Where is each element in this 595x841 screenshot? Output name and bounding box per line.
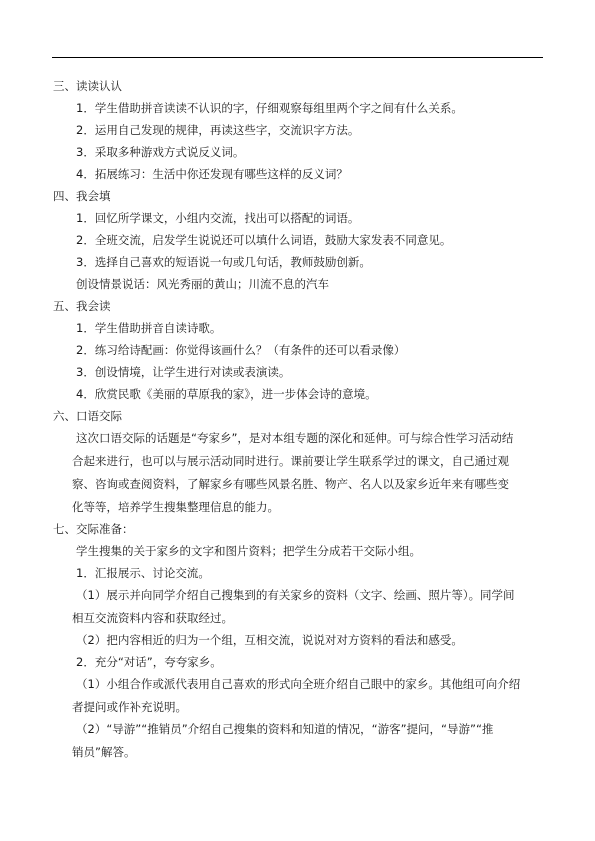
list-item: （2）“导游”“推销员”介绍自己搜集的资料和知道的情况，“游客”提问，“导游”“推 [76,722,494,736]
list-item: （2）把内容相近的归为一个组，互相交流，说说对对方资料的看法和感受。 [76,633,463,647]
list-item: 1．学生借助拼音自读诗歌。 [76,321,222,335]
section-heading: 四、我会填 [53,189,111,203]
list-item: 2．运用自己发现的规律，再读这些字，交流识字方法。 [76,123,360,137]
paragraph-line: 化等等，培养学生搜集整理信息的能力。 [72,500,279,514]
paragraph-line: 创设情景说话：风光秀丽的黄山；川流不息的汽车 [76,277,329,291]
paragraph-line: 相互交流资料内容和获取经过。 [72,611,233,625]
paragraph-line: 销员”解答。 [72,745,136,759]
paragraph-line: 者提问或作补充说明。 [72,700,187,714]
header-rule [52,57,543,58]
paragraph-line: 学生搜集的关于家乡的文字和图片资料；把学生分成若干交际小组。 [76,544,421,558]
list-item: （1）展示并向同学介绍自己搜集到的有关家乡的资料（文字、绘画、照片等）。同学间 [76,588,515,602]
section-heading: 六、口语交际 [53,409,122,423]
list-item: 4．拓展练习：生活中你还发现有哪些这样的反义词？ [76,167,348,181]
section-heading: 七、交际准备： [53,522,134,536]
list-item: 2．全班交流，启发学生说说还可以填什么词语，鼓励大家发表不同意见。 [76,233,452,247]
list-item: 3．创设情境，让学生进行对读或表演读。 [76,365,291,379]
list-item: 2．练习给诗配画：你觉得该画什么？（有条件的还可以看录像） [76,343,406,357]
list-item: 3．选择自己喜欢的短语说一句或几句话，教师鼓励创新。 [76,255,371,269]
list-item: 1．回忆所学课文，小组内交流，找出可以搭配的词语。 [76,211,360,225]
list-item: 4．欣赏民歌《美丽的草原我的家》，进一步体会诗的意境。 [76,387,377,401]
paragraph-line: 察、咨询或查阅资料，了解家乡有哪些风景名胜、物产、名人以及家乡近年来有哪些变 [72,477,509,491]
section-heading: 三、读读认认 [53,79,122,93]
section-heading: 五、我会读 [53,299,111,313]
paragraph-line: 这次口语交际的话题是“夸家乡”，是对本组专题的深化和延伸。可与综合性学习活动结 [76,431,514,445]
list-item: 1．汇报展示、讨论交流。 [76,566,210,580]
paragraph-line: 合起来进行，也可以与展示活动同时进行。课前要让学生联系学过的课文，自己通过观 [72,454,509,468]
list-item: 3．采取多种游戏方式说反义词。 [76,145,245,159]
list-item: 2．充分“对话”，夸夸家乡。 [76,655,222,669]
list-item: 1．学生借助拼音读读不认识的字，仔细观察每组里两个字之间有什么关系。 [76,101,463,115]
list-item: （1）小组合作或派代表用自己喜欢的形式向全班介绍自己眼中的家乡。其他组可向介绍 [76,677,521,691]
